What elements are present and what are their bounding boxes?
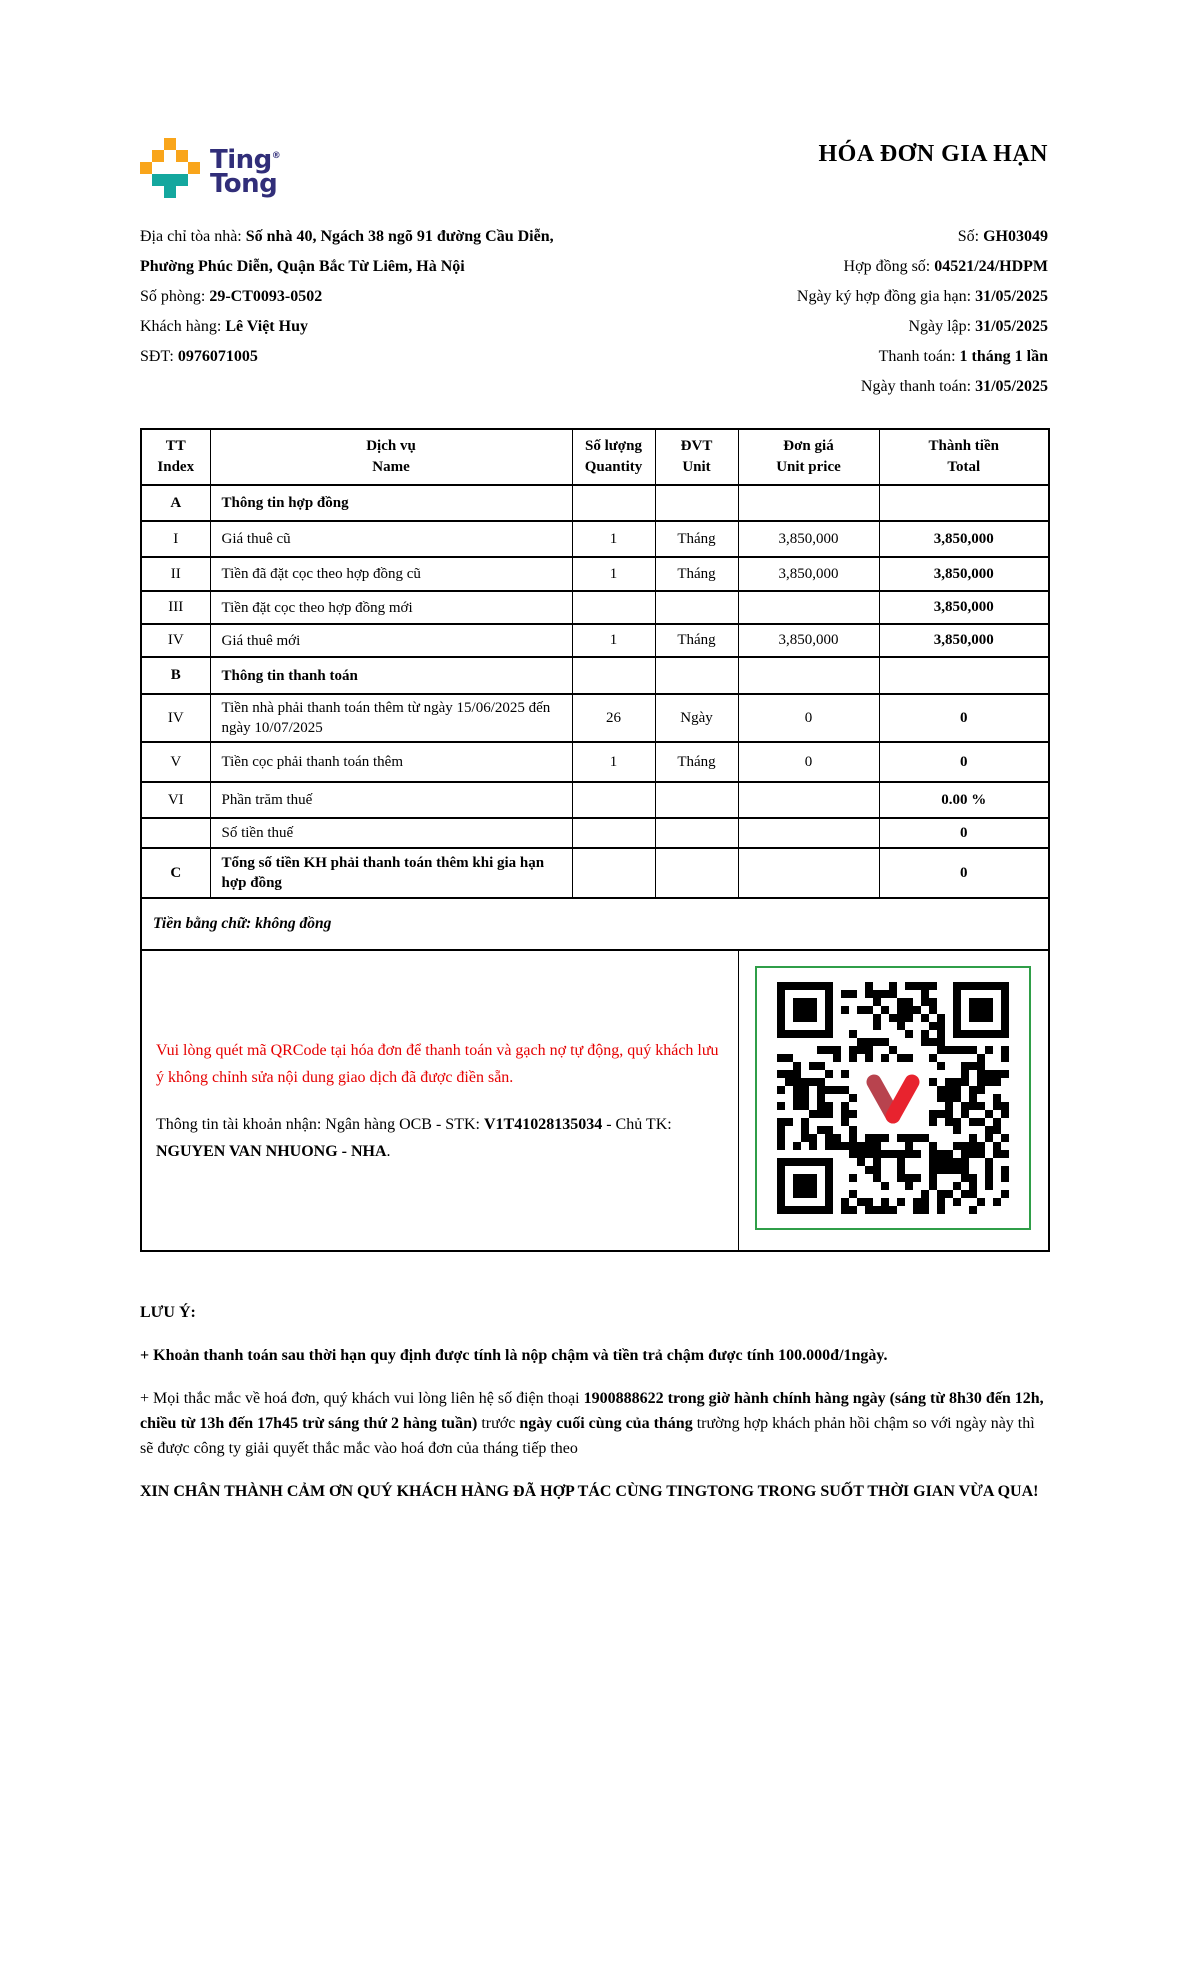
cell-total: 3,850,000 [879,624,1049,657]
cell-unit [655,848,738,898]
info-line: Khách hàng: Lê Việt Huy [140,318,308,335]
cell-unit [655,818,738,848]
cell-name: Số tiền thuế [210,818,572,848]
cell-price [738,818,879,848]
invoice-table [140,428,1050,1252]
cell-qty: 1 [572,742,655,782]
hotline-note: + Mọi thắc mắc về hoá đơn, quý khách vui lòng liên hệ số điện thoại 1900888622 trong giờ hành chính hàng ngày (sáng từ 8h30 đến 12h, chiều từ 13h đến 17h45 trừ sáng thứ 2 hàng tuần) trước ngày cuối cùng của tháng trường hợp khách phản hồi chậm so với ngày này thì sẽ được công ty giải quyết thắc mắc vào hoá đơn của tháng tiếp theo [140,1390,1044,1457]
cell-price: 0 [738,742,879,782]
col-header-quantity: Số lượng Quantity [572,429,655,485]
invoice-table-header [141,429,1049,485]
cell-qty: 1 [572,521,655,557]
cell-total: 3,850,000 [879,591,1049,624]
late-payment-note: + Khoản thanh toán sau thời hạn quy định được tính là nộp chậm và tiền trả chậm được tính 100.000đ/1ngày. [140,1347,888,1364]
info-line: Số phòng: 29-CT0093-0502 [140,288,323,305]
cell-price: 3,850,000 [738,624,879,657]
info-line: Ngày lập: 31/05/2025 [908,318,1048,335]
amount-in-words-row [141,898,1049,950]
cell-qty: 1 [572,557,655,591]
footer-notes [140,1300,1048,1522]
cell-price [738,657,879,694]
cell-total: 0 [879,848,1049,898]
table-row [141,657,1049,694]
cell-qty [572,782,655,818]
cell-total [879,657,1049,694]
cell-name: Tiền đã đặt cọc theo hợp đồng cũ [210,557,572,591]
invoice-table-footer [141,898,1049,1251]
cell-qty: 26 [572,694,655,742]
cell-total: 3,850,000 [879,521,1049,557]
cell-unit [655,657,738,694]
col-header-total: Thành tiền Total [879,429,1049,485]
tingtong-logo [140,138,280,198]
cell-index: II [141,557,210,591]
info-line: SĐT: 0976071005 [140,348,258,365]
cell-price [738,782,879,818]
cell-name: Tổng số tiền KH phải thanh toán thêm khi gia hạn hợp đồng [210,848,572,898]
cell-total: 3,850,000 [879,557,1049,591]
cell-index: V [141,742,210,782]
cell-index: IV [141,694,210,742]
cell-name: Tiền cọc phải thanh toán thêm [210,742,572,782]
amount-in-words: Tiền bằng chữ: không đồng [141,898,1049,950]
cell-total: 0.00 % [879,782,1049,818]
cell-unit: Tháng [655,521,738,557]
table-row [141,521,1049,557]
table-row [141,591,1049,624]
table-row [141,624,1049,657]
cell-name: Tiền nhà phải thanh toán thêm từ ngày 15/06/2025 đến ngày 10/07/2025 [210,694,572,742]
cell-unit [655,591,738,624]
table-row [141,557,1049,591]
thank-you-note: XIN CHÂN THÀNH CẢM ƠN QUÝ KHÁCH HÀNG ĐÃ HỢP TÁC CÙNG TINGTONG TRONG SUỐT THỜI GIAN VỪA QUA! [140,1483,1039,1500]
invoice-table-body [141,485,1049,898]
tingtong-logo-text: Ting® Tong [210,145,281,199]
table-row [141,694,1049,742]
cell-index: I [141,521,210,557]
cell-total [879,485,1049,521]
cell-price: 0 [738,694,879,742]
cell-qty [572,657,655,694]
col-header-unit: ĐVT Unit [655,429,738,485]
table-row [141,742,1049,782]
cell-index: B [141,657,210,694]
info-line: Ngày thanh toán: 31/05/2025 [860,378,1048,395]
notes-heading: LƯU Ý: [140,1304,196,1321]
cell-index: C [141,848,210,898]
qr-code-frame [755,966,1031,1230]
table-row [141,848,1049,898]
building-info [140,222,554,372]
qr-payment-note: Vui lòng quét mã QRCode tại hóa đơn để thanh toán và gạch nợ tự động, quý khách lưu ý không chỉnh sửa nội dung giao dịch đã được điền sẵn. [156,1041,719,1086]
cell-price: 3,850,000 [738,521,879,557]
cell-unit [655,485,738,521]
cell-name: Thông tin hợp đồng [210,485,572,521]
cell-price [738,591,879,624]
table-row [141,782,1049,818]
qr-code [777,982,1009,1214]
col-header-unit-price: Đơn giá Unit price [738,429,879,485]
cell-qty [572,485,655,521]
cell-qty [572,818,655,848]
cell-unit: Tháng [655,742,738,782]
cell-price [738,848,879,898]
cell-total: 0 [879,694,1049,742]
cell-qty [572,848,655,898]
cell-index: VI [141,782,210,818]
cell-total: 0 [879,742,1049,782]
cell-index [141,818,210,848]
cell-unit: Tháng [655,557,738,591]
info-line: Hợp đồng số: 04521/24/HDPM [843,258,1048,275]
cell-unit: Tháng [655,624,738,657]
cell-index: III [141,591,210,624]
cell-name: Phần trăm thuế [210,782,572,818]
info-line: Thanh toán: 1 tháng 1 lần [878,348,1048,365]
cell-name: Giá thuê cũ [210,521,572,557]
bank-account-info: Thông tin tài khoản nhận: Ngân hàng OCB - STK: V1T41028135034 - Chủ TK: NGUYEN VAN NHUONG - NHA. [156,1115,672,1160]
payment-instructions-cell [141,950,738,1251]
info-line: Ngày ký hợp đồng gia hạn: 31/05/2025 [796,288,1048,305]
cell-qty [572,591,655,624]
col-header-index: TT Index [141,429,210,485]
tingtong-logo-icon [140,138,200,198]
cell-qty: 1 [572,624,655,657]
cell-index: A [141,485,210,521]
cell-price [738,485,879,521]
cell-unit: Ngày [655,694,738,742]
cell-total: 0 [879,818,1049,848]
invoice-meta [797,222,1048,402]
payment-row [141,950,1049,1251]
table-row [141,818,1049,848]
info-line: Phường Phúc Diễn, Quận Bắc Từ Liêm, Hà Nội [140,258,465,275]
cell-name: Giá thuê mới [210,624,572,657]
qr-code-cell [738,950,1049,1251]
cell-name: Tiền đặt cọc theo hợp đồng mới [210,591,572,624]
registered-mark: ® [271,151,281,161]
info-line: Địa chỉ tòa nhà: Số nhà 40, Ngách 38 ngõ 91 đường Cầu Diễn, [140,228,554,245]
table-row [141,485,1049,521]
cell-price: 3,850,000 [738,557,879,591]
cell-index: IV [141,624,210,657]
page-title: HÓA ĐƠN GIA HẠN [818,141,1048,167]
cell-unit [655,782,738,818]
col-header-name: Dịch vụ Name [210,429,572,485]
cell-name: Thông tin thanh toán [210,657,572,694]
info-line: Số: GH03049 [957,228,1048,245]
